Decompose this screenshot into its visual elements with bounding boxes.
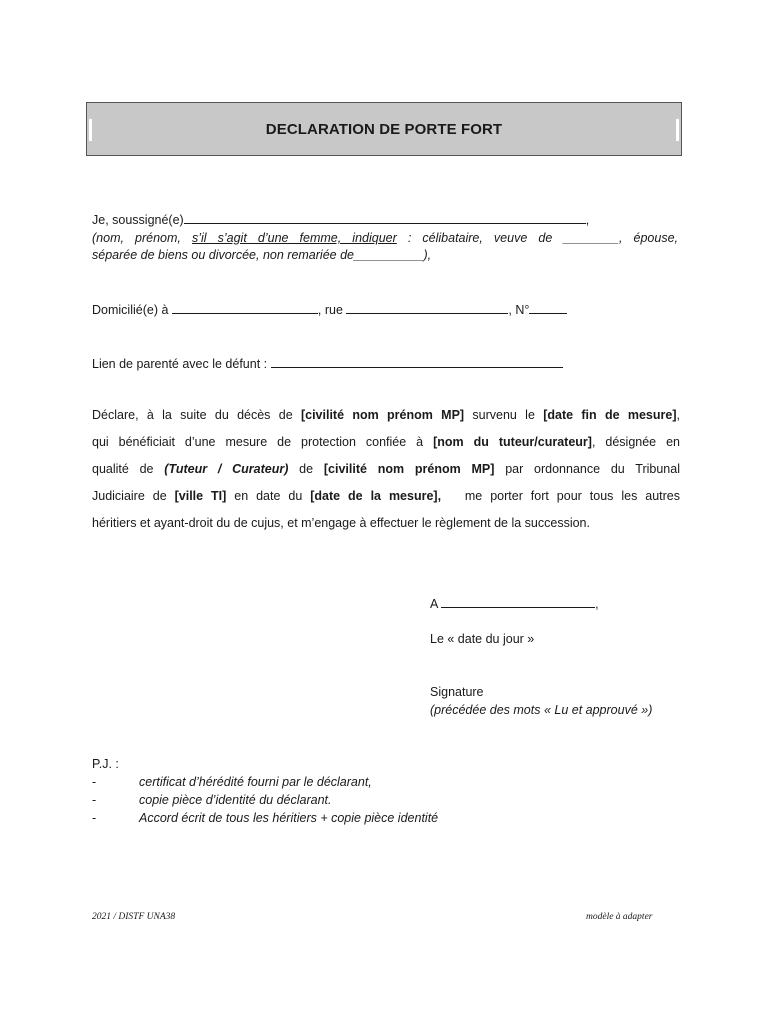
- declaration-text: Judiciaire de: [92, 489, 175, 503]
- declaration-row-3: [92, 456, 680, 483]
- number-label: , N°: [508, 303, 530, 317]
- street-blank[interactable]: [346, 302, 508, 314]
- declaration-text: , désignée en: [591, 435, 681, 449]
- signature-note: (précédée des mots « Lu et approuvé »): [430, 703, 653, 717]
- domicile-line: [92, 302, 567, 317]
- parente-line: [92, 356, 563, 371]
- pj-dash: -: [92, 775, 97, 789]
- identity-prefix: Je, soussigné(e): [92, 213, 184, 227]
- footer-left: 2021 / DISTF UNA38: [92, 912, 176, 922]
- date-line: Le « date du jour »: [430, 632, 535, 646]
- place-label: A: [430, 597, 438, 611]
- field-tuteur-curateur: [nom du tuteur/curateur]: [433, 435, 592, 449]
- field-ville-ti: [ville TI]: [174, 489, 227, 503]
- parente-blank[interactable]: [271, 356, 563, 368]
- declaration-text: qui bénéficiait d’une mesure de protection confiée à: [92, 435, 434, 449]
- field-date-fin-mesure: [date fin de mesure]: [543, 408, 677, 422]
- declaration-row-2: [92, 429, 680, 456]
- identity-line-3: séparée de biens ou divorcée, non remariée de__________),: [92, 248, 432, 262]
- title-bar-right: [676, 119, 679, 141]
- identity-line-1: [92, 212, 589, 227]
- identity-suffix: ,: [585, 213, 590, 227]
- pj-label: P.J. :: [92, 757, 119, 771]
- declaration-text: par ordonnance du Tribunal: [494, 462, 680, 476]
- declaration-text: Déclare, à la suite du décès de: [92, 408, 301, 422]
- pj-item-text: copie pièce d’identité du déclarant.: [139, 793, 332, 807]
- declaration-text: qualité de: [92, 462, 165, 476]
- place-blank[interactable]: [441, 596, 595, 608]
- field-civilite-mp: [civilité nom prénom MP]: [323, 462, 495, 476]
- declaration-text: de: [288, 462, 324, 476]
- declaration-row-4: [92, 483, 680, 510]
- identity-line-2-a: (nom, prénom,: [92, 231, 192, 245]
- number-blank[interactable]: [529, 302, 567, 314]
- declaration-paragraph: [92, 402, 680, 537]
- pj-item-text: certificat d’hérédité fourni par le déclarant,: [139, 775, 372, 789]
- signature-label: Signature: [430, 685, 484, 699]
- pj-dash: -: [92, 811, 97, 825]
- name-blank[interactable]: [184, 212, 586, 224]
- field-qualite: (Tuteur / Curateur): [164, 462, 289, 476]
- declaration-text: ,: [676, 408, 680, 422]
- document-title: DECLARATION DE PORTE FORT: [265, 120, 503, 138]
- declaration-row-1: [92, 402, 680, 429]
- parente-label: Lien de parenté avec le défunt :: [92, 357, 268, 371]
- street-label: , rue: [317, 303, 343, 317]
- field-date-mesure: [date de la mesure],: [310, 489, 442, 503]
- city-blank[interactable]: [172, 302, 318, 314]
- declaration-row-5: héritiers et ayant-droit du de cujus, et m’engage à effectuer le règlement de la succession.: [92, 516, 590, 530]
- identity-line-2-b: : célibataire, veuve de ________, épouse,: [396, 231, 678, 245]
- footer-right: modèle à adapter: [586, 912, 653, 922]
- pj-dash: -: [92, 793, 97, 807]
- domicile-label: Domicilié(e) à: [92, 303, 169, 317]
- declaration-text: en date du: [226, 489, 311, 503]
- declaration-text: survenu le: [464, 408, 544, 422]
- title-bar-left: [89, 119, 92, 141]
- title-box: [86, 102, 682, 156]
- place-line: [430, 596, 599, 611]
- place-end: ,: [595, 597, 599, 611]
- identity-line-2: [92, 231, 678, 245]
- field-civilite-mp: [civilité nom prénom MP]: [300, 408, 465, 422]
- identity-line-2-underlined: s’il s’agit d’une femme, indiquer: [191, 231, 397, 245]
- declaration-text: me porter fort pour tous les autres: [441, 489, 681, 503]
- pj-item-text: Accord écrit de tous les héritiers + copie pièce identité: [139, 811, 439, 825]
